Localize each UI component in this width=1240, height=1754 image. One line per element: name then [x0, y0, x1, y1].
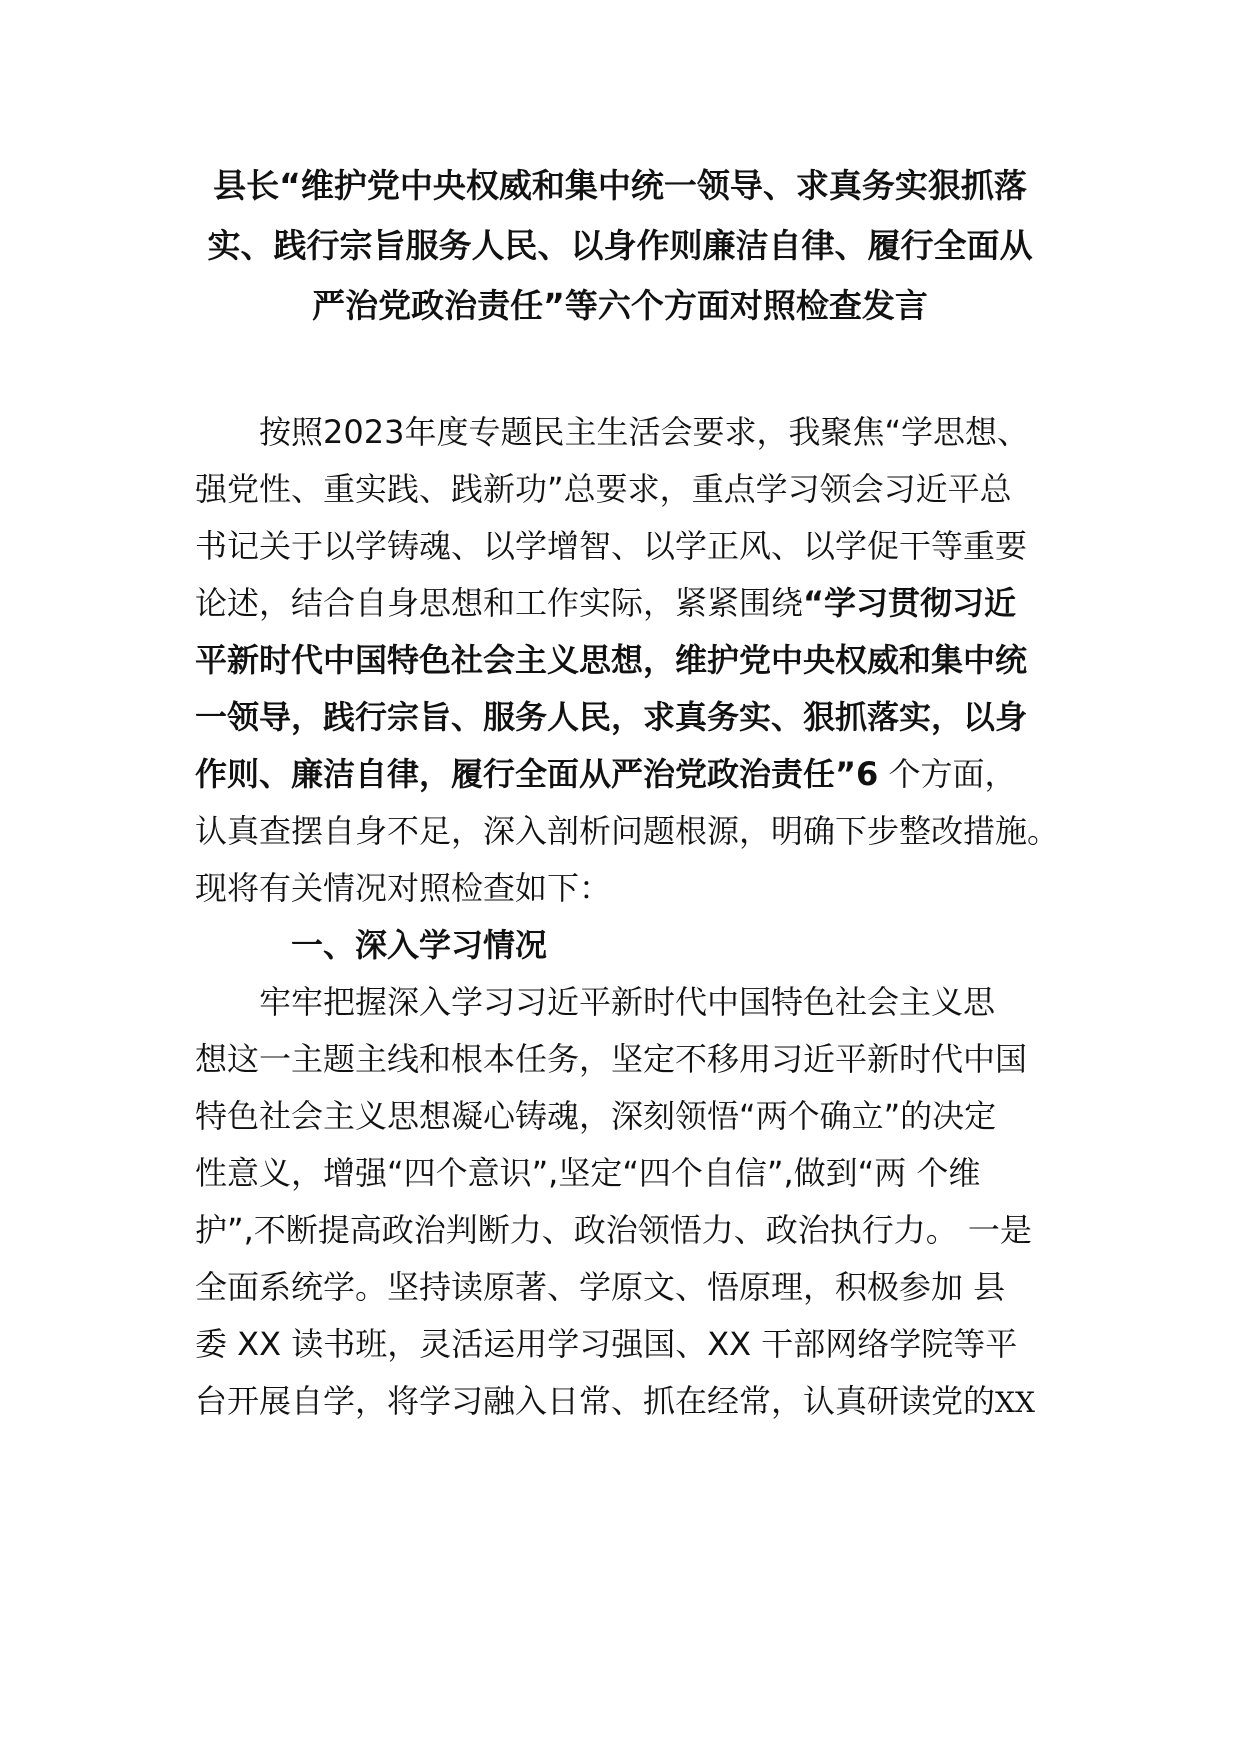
- text-line: 书记关于以学铸魂、以学增智、以学正风、以学促干等重要: [195, 527, 1028, 565]
- text-line: 护”,不断提高政治判断力、政治领悟力、政治执行力。 一是: [195, 1211, 1032, 1249]
- text-run: 论述，结合自身思想和工作实际，紧紧围绕: [195, 584, 804, 622]
- text-line: 全面系统学。坚持读原著、学原文、悟原理，积极参加 县: [195, 1268, 1006, 1306]
- intro-paragraph: [195, 404, 1060, 917]
- title-line: 县长“维护党中央权威和集中统一领导、求真务实狠抓落: [213, 166, 1027, 205]
- text-line: 委 XX 读书班，灵活运用学习强国、XX 干部网络学院等平: [195, 1325, 1018, 1363]
- text-line: [195, 1373, 1057, 1430]
- text-line: 强党性、重实践、践新功”总要求，重点学习领会习近平总: [195, 470, 1012, 508]
- bold-text-line: 平新时代中国特色社会主义思想，维护党中央权威和集中统: [195, 641, 1028, 679]
- text-line: 特色社会主义思想凝心铸魂，深刻领悟“两个确立”的决定: [195, 1097, 997, 1135]
- bold-text-run: “学习贯彻习近: [803, 584, 1017, 622]
- document-title: [195, 156, 1045, 336]
- text-line: 认真查摆自身不足，深入剖析问题根源，明确下步整改措施。: [195, 812, 1060, 850]
- text-line: 按照2023年度专题民主生活会要求，我聚焦“学思想、: [259, 413, 1030, 451]
- text-line: [195, 575, 1057, 632]
- text-run: 个方面，: [878, 755, 1017, 793]
- title-line: 严治党政治责任”等六个方面对照检查发言: [312, 286, 928, 325]
- document-body: [195, 404, 1060, 1430]
- title-line: 实、践行宗旨服务人民、以身作则廉洁自律、履行全面从: [207, 226, 1033, 265]
- text-line: 性意义，增强“四个意识”,坚定“四个自信”,做到“两 个维: [195, 1154, 981, 1192]
- section-1: [195, 917, 1057, 1430]
- text-line: [195, 746, 1057, 803]
- text-run: 台开展自学，将学习融入日常、抓在经常，认真研读党的: [195, 1382, 996, 1420]
- text-line: 想这一主题主线和根本任务，坚定不移用习近平新时代中国: [195, 1040, 1028, 1078]
- section-heading: 一、深入学习情况: [291, 926, 548, 964]
- bold-text-run: 作则、廉洁自律，履行全面从严治党政治责任”6: [195, 755, 879, 793]
- text-line: 牢牢把握深入学习习近平新时代中国特色社会主义思: [259, 983, 996, 1021]
- text-run: XX: [995, 1386, 1035, 1419]
- text-line: 现将有关情况对照检查如下：: [195, 869, 612, 907]
- bold-text-line: 一领导，践行宗旨、服务人民，求真务实、狠抓落实，以身: [195, 698, 1028, 736]
